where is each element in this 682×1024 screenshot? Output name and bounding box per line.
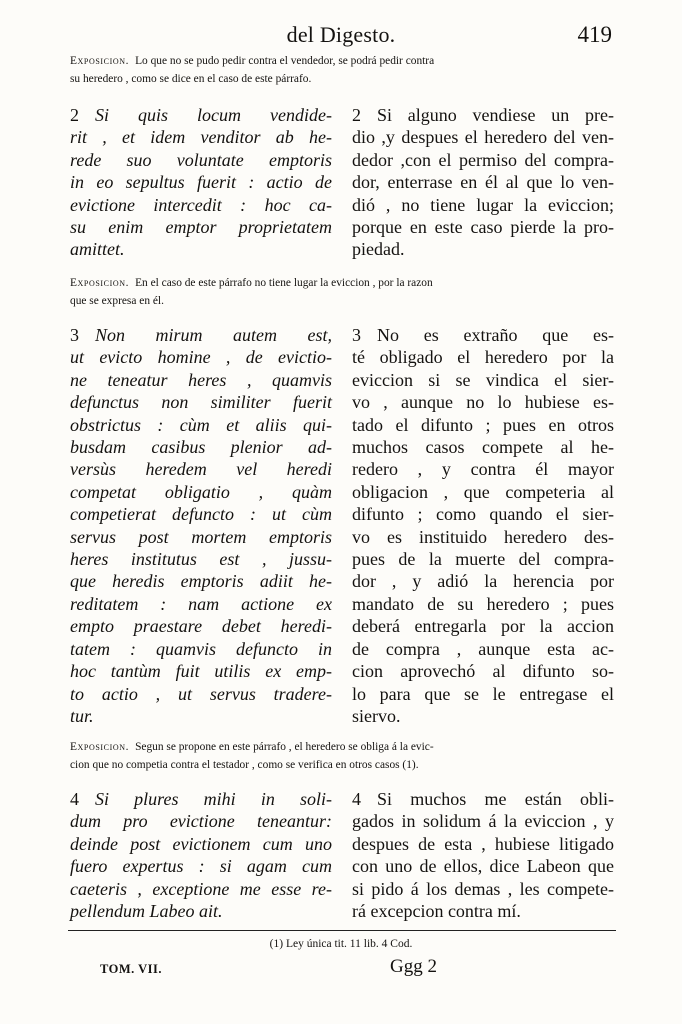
exposition-label: Exposicion. [70,741,130,753]
text-line: vo es instituido heredero des- [352,526,614,547]
text-line: 2 Si quis locum vendide- [70,105,332,125]
text-line: que heredis emptoris adiit he- [70,571,332,592]
latin-paragraph-3 [70,324,332,727]
text-line: caeteris , exceptione me esse re- [70,878,332,899]
text-line: tur. [70,705,94,726]
exposition-2 [70,274,615,310]
text-line: obligacion , que competeria al [352,481,614,502]
text-line: dum pro evictione teneantur: [70,811,332,832]
text-line: dio ,y despues el heredero del ven- [352,127,614,148]
text-line: tatem : quamvis defuncto in [70,638,332,659]
text-line: rit , et idem venditor ab he- [70,127,332,148]
text-line: su enim emptor proprietatem [70,217,332,238]
exposition-1 [70,52,615,88]
exposition-text: En el caso de este párrafo no tiene lugar la eviccion , por la razon [135,277,433,289]
text-line: cion aprovechó al difunto so- [352,661,614,682]
text-line: con uno de ellos, dice Labeon que [352,856,614,877]
text-line: 2 Si alguno vendiese un pre- [352,105,614,125]
volume-label: TOM. VII. [100,962,163,976]
signature-mark: Ggg 2 [390,956,437,977]
running-header [0,22,682,48]
text-line: difunto ; como quando el sier- [352,504,614,525]
spanish-paragraph-4 [352,788,614,922]
text-line: rede suo voluntate emptoris [70,149,332,170]
paragraph-number: 2 [70,105,79,125]
text-line: dor, enterrase en él al que lo ven- [352,172,614,193]
exposition-label: Exposicion. [70,55,130,67]
text-line: ne teneatur heres , quamvis [70,369,332,390]
text-line: redero , y contra él mayor [352,459,614,480]
running-title: del Digesto. [286,22,396,47]
text-line: gados in solidum á la eviccion , y [352,811,614,832]
text-line: busdam casibus plenior ad- [70,437,332,458]
exposition-3 [70,738,615,774]
text-line: eviccion si se vindica el sier- [352,369,614,390]
text-line: to actio , ut servus tradere- [70,683,332,704]
exposition-text: cion que no competia contra el testador , como se verifica en otros casos (1). [70,759,419,771]
text-line: defunctus non similiter fuerit [70,392,332,413]
paragraph-number: 4 [352,789,361,809]
exposition-text: Lo que no se pudo pedir contra el vendedor, se podrá pedir contra [135,55,435,67]
text-line: dió , no tiene lugar la eviccion; [352,194,614,215]
text-line: fuero expertus : si agam cum [70,856,332,877]
text-line: obstrictus : cùm et aliis qui- [70,414,332,435]
exposition-text: que se expresa en él. [70,295,164,307]
text-line: ut evicto homine , de evictio- [70,347,332,368]
text-line: vo , aunque no lo hubiese es- [352,392,614,413]
text-line: pellendum Labeo ait. [70,901,223,922]
text-line: si pido á los demas , les compete- [352,878,614,899]
text-line: té obligado el heredero por la [352,347,614,368]
text-line: empto praestare debet heredi- [70,616,332,637]
text-line: pues de la muerte del compra- [352,549,614,570]
text-line: siervo. [352,705,401,726]
text-line: 4 Si plures mihi in soli- [70,789,332,809]
text-line: evictione intercedit : hoc ca- [70,194,332,215]
paragraph-number: 2 [352,105,361,125]
text-line: piedad. [352,239,405,260]
text-line: muchos casos compete al he- [352,437,614,458]
text-line: mandato de su heredero ; pues [352,593,614,614]
text-line: 4 Si muchos me están obli- [352,789,614,809]
paragraph-number: 3 [352,325,361,345]
text-line: versùs heredem vel heredi [70,459,332,480]
text-line: competat obligatio , quàm [70,481,332,502]
text-line: competierat defuncto : ut cùm [70,504,332,525]
latin-paragraph-4 [70,788,332,922]
text-line: hoc tantùm fuit utilis ex emp- [70,661,332,682]
text-line: porque en este caso pierde la pro- [352,217,614,238]
text-line: rá excepcion contra mí. [352,901,521,922]
text-line: heres institutus est , jussu- [70,549,332,570]
text-line: lo para que se le entregase el [352,683,614,704]
exposition-label: Exposicion. [70,277,130,289]
text-line: servus post mortem emptoris [70,526,332,547]
text-line: deberá entregarla por la accion [352,616,614,637]
text-line: amittet. [70,239,125,260]
footnote-rule [68,930,616,931]
spanish-paragraph-3 [352,324,614,727]
text-line: 3 Non mirum autem est, [70,325,332,345]
text-line: deinde post evictionem cum uno [70,833,332,854]
text-line: reditatem : nam actione ex [70,593,332,614]
spanish-paragraph-2 [352,104,614,261]
latin-paragraph-2 [70,104,332,261]
text-line: 3 No es extraño que es- [352,325,614,345]
text-line: in eo sepultus fuerit : actio de [70,172,332,193]
text-line: dedor ,con el permiso del compra- [352,149,614,170]
text-line: dor , y adió la herencia por [352,571,614,592]
footnote: (1) Ley única tit. 11 lib. 4 Cod. [269,938,413,950]
exposition-text: su heredero , como se dice en el caso de este párrafo. [70,73,312,85]
text-line: de compra , aunque esta ac- [352,638,614,659]
paragraph-number: 3 [70,325,79,345]
paragraph-number: 4 [70,789,79,809]
text-line: tado el difunto ; pues en otros [352,414,614,435]
page-number: 419 [577,22,612,47]
exposition-text: Segun se propone en este párrafo , el heredero se obliga á la evic- [135,741,434,753]
text-line: despues de esta , hubiese litigado [352,833,614,854]
